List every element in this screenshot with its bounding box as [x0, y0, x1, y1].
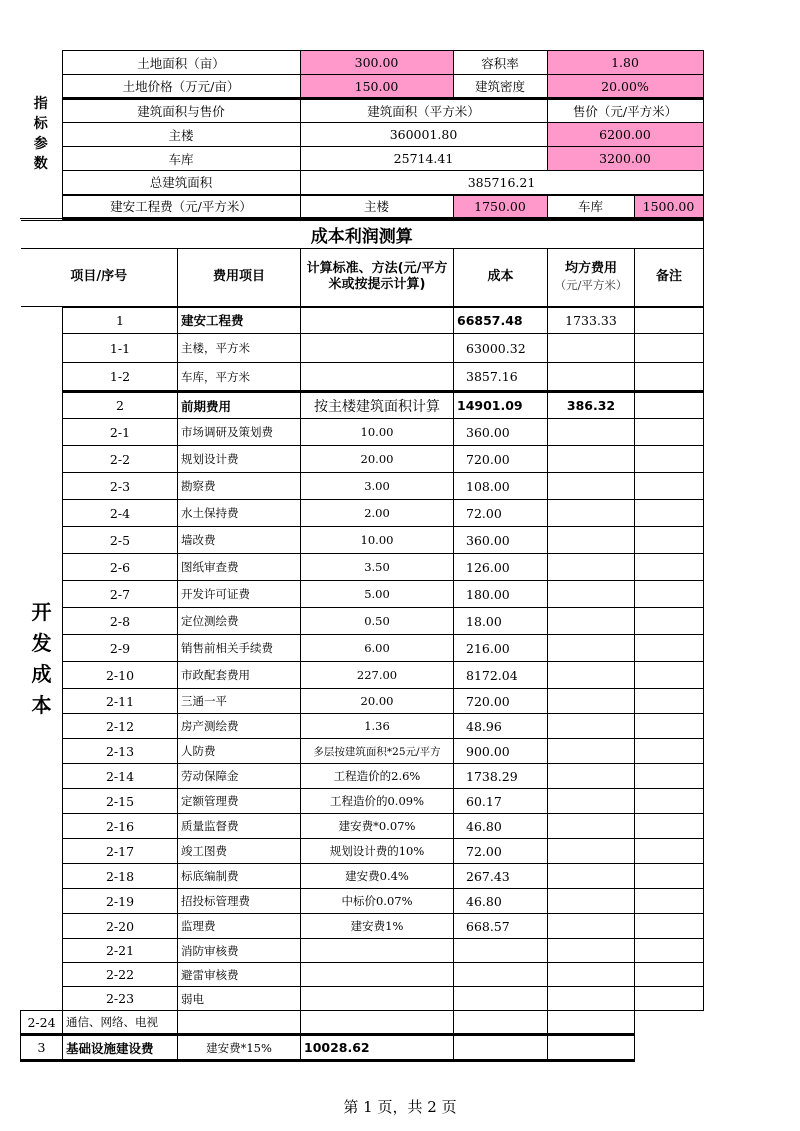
row-method: 建安费1%	[301, 914, 454, 939]
total-area-label: 总建筑面积	[62, 171, 300, 195]
row-method	[301, 939, 454, 963]
row-cost: 360.00	[454, 419, 548, 446]
area-price-label: 建筑面积与售价	[62, 99, 300, 123]
row-note	[548, 1011, 635, 1035]
land-area-label: 土地面积（亩）	[62, 51, 300, 75]
row-cost: 10028.62	[301, 1035, 454, 1061]
header-item-no: 项目/序号	[21, 249, 178, 307]
row-unit-cost	[548, 789, 635, 814]
row-name: 销售前相关手续费	[178, 635, 301, 662]
row-cost: 72.00	[454, 500, 548, 527]
row-note	[635, 307, 704, 334]
row-note	[635, 500, 704, 527]
row-unit-cost	[548, 554, 635, 581]
row-no: 2-18	[63, 864, 178, 889]
row-note	[548, 1035, 635, 1061]
row-unit-cost	[548, 581, 635, 608]
row-unit-cost	[548, 764, 635, 789]
row-unit-cost	[548, 635, 635, 662]
row-name: 弱电	[178, 987, 301, 1011]
row-note	[635, 527, 704, 554]
row-unit-cost	[548, 527, 635, 554]
row-note	[635, 963, 704, 987]
row-no: 1	[63, 307, 178, 334]
garage-label: 车库	[62, 147, 300, 171]
land-price-label: 土地价格（万元/亩）	[62, 75, 300, 99]
row-no: 2-16	[63, 814, 178, 839]
land-price-value[interactable]: 150.00	[300, 75, 453, 99]
row-note	[635, 581, 704, 608]
row-method: 20.00	[301, 689, 454, 714]
row-unit-cost	[548, 334, 635, 363]
row-no: 2-1	[63, 419, 178, 446]
section-title: 成本利润测算	[21, 221, 704, 249]
row-name: 竣工图费	[178, 839, 301, 864]
row-name: 标底编制费	[178, 864, 301, 889]
cost-table	[20, 220, 704, 1062]
row-name: 人防费	[178, 739, 301, 764]
row-note	[635, 635, 704, 662]
row-no: 2-19	[63, 889, 178, 914]
row-name: 前期费用	[178, 392, 301, 419]
row-method: 中标价0.07%	[301, 889, 454, 914]
row-unit-cost	[548, 739, 635, 764]
row-method	[178, 1011, 301, 1035]
row-note	[635, 764, 704, 789]
row-unit-cost	[548, 914, 635, 939]
row-cost: 720.00	[454, 446, 548, 473]
row-name: 建安工程费	[178, 307, 301, 334]
price-header: 售价（元/平方米）	[547, 99, 703, 123]
row-no: 2-23	[63, 987, 178, 1011]
land-area-value[interactable]: 300.00	[300, 51, 453, 75]
garage-area: 25714.41	[300, 147, 547, 171]
row-method: 6.00	[301, 635, 454, 662]
row-note	[635, 714, 704, 739]
row-cost: 3857.16	[454, 363, 548, 392]
row-note	[635, 662, 704, 689]
garage-price[interactable]: 3200.00	[547, 147, 703, 171]
row-method: 建安费*15%	[178, 1035, 301, 1061]
row-method: 建安费0.4%	[301, 864, 454, 889]
row-name: 避雷审核费	[178, 963, 301, 987]
row-method: 建安费*0.07%	[301, 814, 454, 839]
row-method: 工程造价的2.6%	[301, 764, 454, 789]
row-name: 监理费	[178, 914, 301, 939]
header-unit-cost-label: 均方费用	[564, 261, 617, 277]
row-cost	[454, 939, 548, 963]
row-no: 1-1	[63, 334, 178, 363]
total-area-value: 385716.21	[300, 171, 703, 195]
row-method: 227.00	[301, 662, 454, 689]
row-no: 2-20	[63, 914, 178, 939]
dev-cost-label: 开发成本	[21, 307, 63, 1011]
row-unit-cost	[548, 473, 635, 500]
plot-ratio-label: 容积率	[453, 51, 547, 75]
row-no: 2-11	[63, 689, 178, 714]
row-unit-cost	[548, 689, 635, 714]
row-unit-cost: 1733.33	[548, 307, 635, 334]
row-name: 定额管理费	[178, 789, 301, 814]
row-cost: 14901.09	[454, 392, 548, 419]
row-method: 工程造价的0.09%	[301, 789, 454, 814]
row-note	[635, 814, 704, 839]
row-no: 2-24	[21, 1011, 63, 1035]
row-no: 2-2	[63, 446, 178, 473]
row-name: 开发许可证费	[178, 581, 301, 608]
row-no: 2-7	[63, 581, 178, 608]
row-cost	[454, 987, 548, 1011]
row-method: 5.00	[301, 581, 454, 608]
row-method	[301, 334, 454, 363]
row-method: 多层按建筑面积*25元/平方	[301, 739, 454, 764]
header-method: 计算标准、方法(元/平方米或按提示计算)	[301, 249, 454, 307]
row-unit-cost	[548, 839, 635, 864]
row-unit-cost	[454, 1011, 548, 1035]
row-no: 2-9	[63, 635, 178, 662]
row-note	[635, 939, 704, 963]
build-garage-value[interactable]: 1500.00	[634, 195, 703, 219]
main-building-area: 360001.80	[300, 123, 547, 147]
row-no: 2-10	[63, 662, 178, 689]
row-cost: 1738.29	[454, 764, 548, 789]
row-no: 2-3	[63, 473, 178, 500]
row-unit-cost	[548, 500, 635, 527]
header-unit-cost	[548, 249, 635, 307]
row-name: 招投标管理费	[178, 889, 301, 914]
row-unit-cost	[454, 1035, 548, 1061]
row-no: 2-14	[63, 764, 178, 789]
row-name: 定位测绘费	[178, 608, 301, 635]
row-unit-cost	[548, 814, 635, 839]
row-no: 2-21	[63, 939, 178, 963]
row-cost: 46.80	[454, 814, 548, 839]
row-cost: 18.00	[454, 608, 548, 635]
row-note	[635, 789, 704, 814]
header-unit-cost-sub: （元/平方米）	[554, 278, 628, 293]
row-method: 规划设计费的10%	[301, 839, 454, 864]
build-cost-label: 建安工程费（元/平方米）	[62, 195, 300, 219]
row-unit-cost	[548, 987, 635, 1011]
row-cost: 66857.48	[454, 307, 548, 334]
row-unit-cost	[548, 446, 635, 473]
row-no: 2-13	[63, 739, 178, 764]
row-name: 规划设计费	[178, 446, 301, 473]
row-note	[635, 608, 704, 635]
row-note	[635, 554, 704, 581]
row-note	[635, 419, 704, 446]
row-unit-cost	[548, 889, 635, 914]
row-unit-cost	[548, 419, 635, 446]
header-note: 备注	[635, 249, 704, 307]
row-cost: 72.00	[454, 839, 548, 864]
row-note	[635, 739, 704, 764]
row-method: 3.00	[301, 473, 454, 500]
row-method: 10.00	[301, 527, 454, 554]
row-cost: 180.00	[454, 581, 548, 608]
row-name: 通信、网络、电视	[63, 1011, 178, 1035]
row-cost: 60.17	[454, 789, 548, 814]
row-name: 车库，平方米	[178, 363, 301, 392]
row-cost: 108.00	[454, 473, 548, 500]
row-no: 2-6	[63, 554, 178, 581]
row-cost: 267.43	[454, 864, 548, 889]
row-no: 2-12	[63, 714, 178, 739]
building-density-value[interactable]: 20.00%	[547, 75, 703, 99]
row-note	[635, 446, 704, 473]
row-method	[301, 307, 454, 334]
params-table	[20, 50, 704, 220]
row-cost	[301, 1011, 454, 1035]
row-note	[635, 392, 704, 419]
row-note	[635, 889, 704, 914]
row-name: 水土保持费	[178, 500, 301, 527]
row-name: 市场调研及策划费	[178, 419, 301, 446]
area-header: 建筑面积（平方米）	[300, 99, 547, 123]
row-name: 勘察费	[178, 473, 301, 500]
build-main-value[interactable]: 1750.00	[453, 195, 547, 219]
row-cost: 63000.32	[454, 334, 548, 363]
row-cost: 8172.04	[454, 662, 548, 689]
build-garage-label: 车库	[547, 195, 634, 219]
main-building-label: 主楼	[62, 123, 300, 147]
row-cost: 46.80	[454, 889, 548, 914]
spreadsheet-page	[20, 50, 703, 1062]
row-method: 20.00	[301, 446, 454, 473]
row-method: 2.00	[301, 500, 454, 527]
row-no: 1-2	[63, 363, 178, 392]
row-no: 2-15	[63, 789, 178, 814]
building-density-label: 建筑密度	[453, 75, 547, 99]
row-name: 消防审核费	[178, 939, 301, 963]
row-no: 3	[21, 1035, 63, 1061]
row-no: 2-17	[63, 839, 178, 864]
row-name: 质量监督费	[178, 814, 301, 839]
row-note	[635, 363, 704, 392]
row-method: 按主楼建筑面积计算	[301, 392, 454, 419]
header-expense: 费用项目	[178, 249, 301, 307]
row-method: 3.50	[301, 554, 454, 581]
row-method	[301, 987, 454, 1011]
row-note	[635, 987, 704, 1011]
row-name: 基础设施建设费	[63, 1035, 178, 1061]
row-name: 图纸审查费	[178, 554, 301, 581]
row-unit-cost	[548, 608, 635, 635]
row-cost: 48.96	[454, 714, 548, 739]
row-no: 2-4	[63, 500, 178, 527]
plot-ratio-value[interactable]: 1.80	[547, 51, 703, 75]
row-name: 墙改费	[178, 527, 301, 554]
row-cost: 216.00	[454, 635, 548, 662]
row-unit-cost	[548, 939, 635, 963]
row-cost: 360.00	[454, 527, 548, 554]
row-unit-cost	[548, 662, 635, 689]
row-cost: 126.00	[454, 554, 548, 581]
page-footer: 第 1 页，共 2 页	[343, 1098, 457, 1116]
row-name: 三通一平	[178, 689, 301, 714]
row-note	[635, 334, 704, 363]
row-name: 劳动保障金	[178, 764, 301, 789]
row-cost: 900.00	[454, 739, 548, 764]
params-side-label: 指标参数	[20, 51, 62, 219]
row-name: 市政配套费用	[178, 662, 301, 689]
row-unit-cost	[548, 714, 635, 739]
row-cost: 720.00	[454, 689, 548, 714]
row-cost	[454, 963, 548, 987]
row-note	[635, 473, 704, 500]
row-method	[301, 363, 454, 392]
build-main-label: 主楼	[300, 195, 453, 219]
row-unit-cost	[548, 864, 635, 889]
row-no: 2-5	[63, 527, 178, 554]
row-method: 10.00	[301, 419, 454, 446]
header-cost: 成本	[454, 249, 548, 307]
row-no: 2-22	[63, 963, 178, 987]
row-note	[635, 914, 704, 939]
main-building-price[interactable]: 6200.00	[547, 123, 703, 147]
row-unit-cost	[548, 963, 635, 987]
row-note	[635, 689, 704, 714]
row-method	[301, 963, 454, 987]
row-unit-cost: 386.32	[548, 392, 635, 419]
row-no: 2-8	[63, 608, 178, 635]
row-method: 1.36	[301, 714, 454, 739]
row-note	[635, 839, 704, 864]
row-name: 主楼，平方米	[178, 334, 301, 363]
row-name: 房产测绘费	[178, 714, 301, 739]
row-no: 2	[63, 392, 178, 419]
row-unit-cost	[548, 363, 635, 392]
row-method: 0.50	[301, 608, 454, 635]
row-cost: 668.57	[454, 914, 548, 939]
row-note	[635, 864, 704, 889]
